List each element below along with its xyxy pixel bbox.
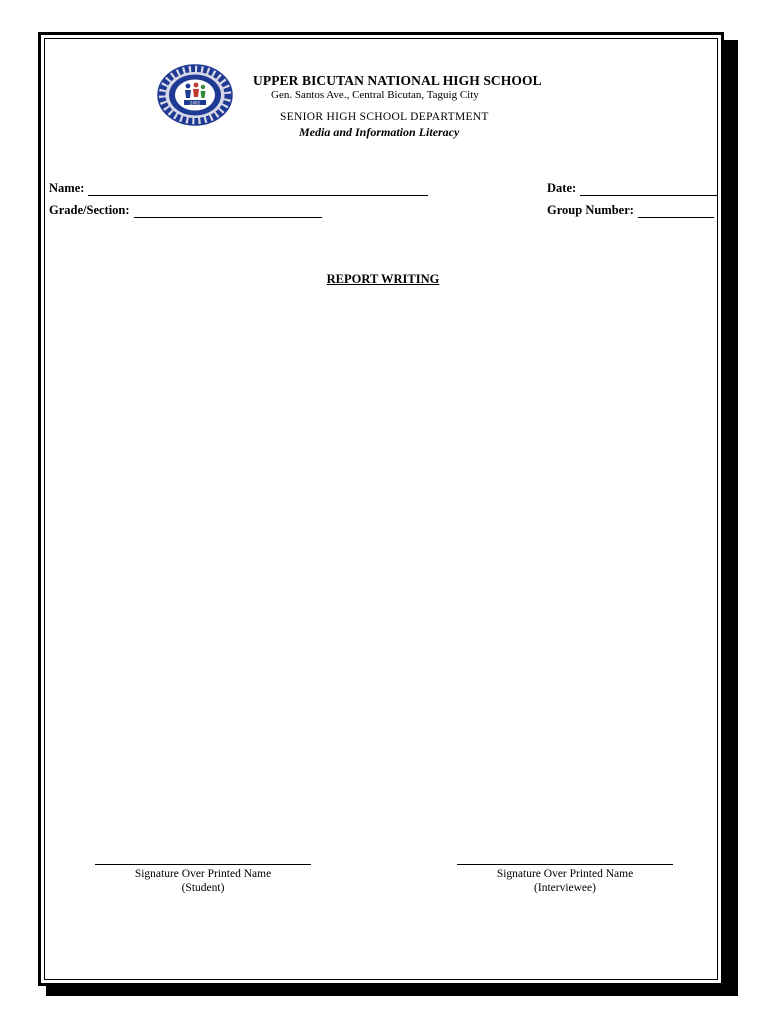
interviewee-signature-block	[457, 864, 673, 895]
date-label: Date:	[547, 181, 577, 195]
interviewee-signature-caption: Signature Over Printed Name	[496, 868, 634, 880]
student-signature-line[interactable]	[95, 864, 311, 865]
student-signature-caption: Signature Over Printed Name	[134, 868, 272, 880]
subject-name: Media and Information Literacy	[299, 125, 460, 139]
name-blank-line[interactable]	[88, 183, 428, 196]
group-number-label: Group Number:	[547, 203, 634, 217]
date-blank-line[interactable]	[580, 183, 718, 196]
interviewee-signature-line[interactable]	[457, 864, 673, 865]
student-role-label: (Student)	[181, 882, 225, 894]
page-border-inner	[44, 38, 718, 980]
svg-text:2002: 2002	[189, 100, 201, 106]
report-title: REPORT WRITING	[326, 272, 440, 286]
page-border	[38, 32, 724, 986]
school-address: Gen. Santos Ave., Central Bicutan, Taguig City	[271, 89, 479, 101]
name-field	[49, 181, 428, 196]
grade-section-label: Grade/Section:	[49, 203, 130, 217]
grade-section-blank-line[interactable]	[134, 205, 322, 218]
group-number-field	[547, 203, 714, 218]
school-seal-icon	[157, 64, 233, 126]
student-signature-block	[95, 864, 311, 895]
interviewee-role-label: (Interviewee)	[534, 882, 596, 894]
date-field	[547, 181, 718, 196]
name-label: Name:	[49, 181, 85, 195]
department-name: SENIOR HIGH SCHOOL DEPARTMENT	[280, 111, 489, 123]
school-name: UPPER BICUTAN NATIONAL HIGH SCHOOL	[253, 73, 542, 88]
grade-section-field	[49, 203, 322, 218]
group-number-blank-line[interactable]	[638, 205, 714, 218]
